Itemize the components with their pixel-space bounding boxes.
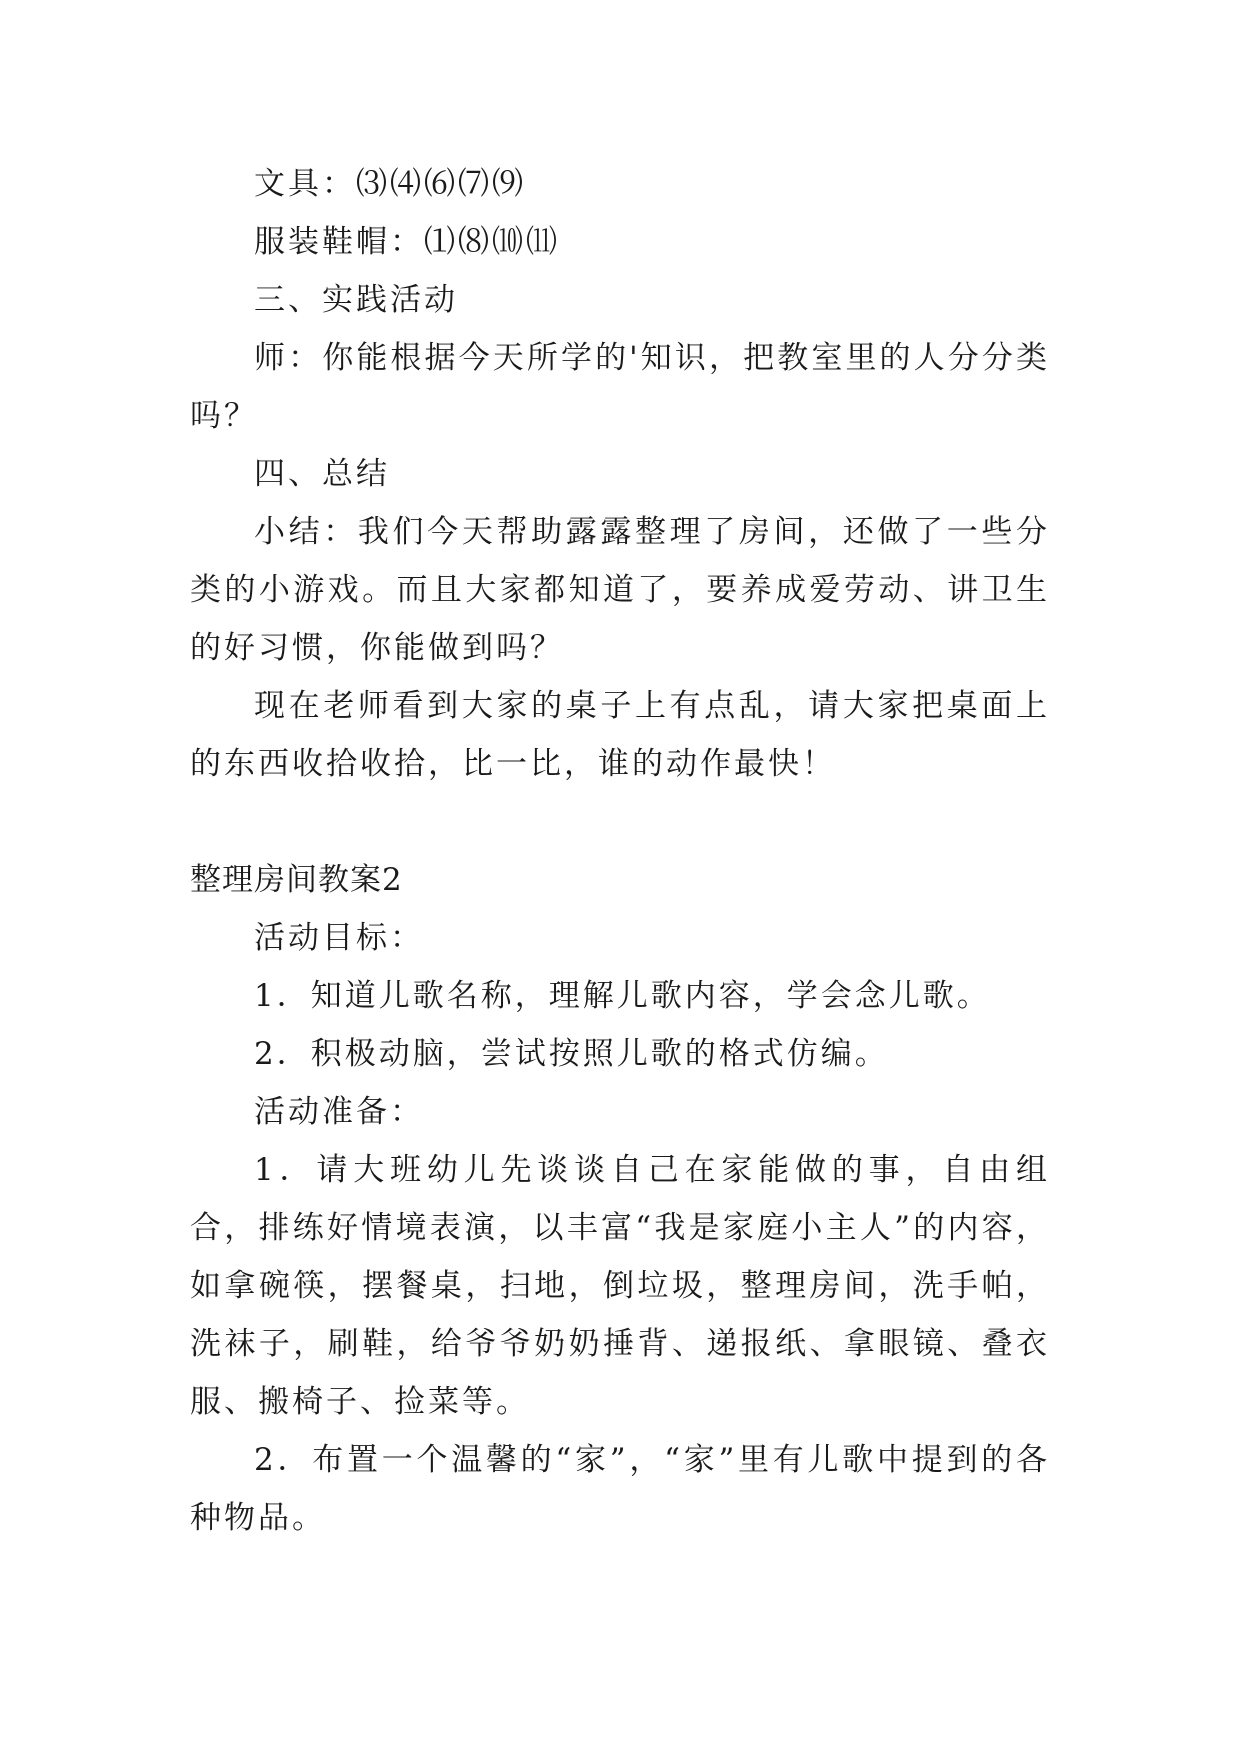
closing-paragraph: 现在老师看到大家的桌子上有点乱，请大家把桌面上的东西收拾收拾，比一比，谁的动作最快！	[190, 688, 1050, 782]
goal-item-1: 1．知道儿歌名称，理解儿歌内容，学会念儿歌。	[254, 978, 991, 1014]
stationery-line: 文具：⑶⑷⑹⑺⑼	[254, 166, 526, 202]
summary-paragraph: 小结：我们今天帮助露露整理了房间，还做了一些分类的小游戏。而且大家都知道了，要养成爱劳动、讲卫生的好习惯，你能做到吗？	[190, 514, 1050, 666]
section-3-title: 三、实践活动	[254, 282, 458, 318]
prep-item-1: 1．请大班幼儿先谈谈自己在家能做的事，自由组合，排练好情境表演，以丰富“我是家庭小主人”的内容，如拿碗筷，摆餐桌，扫地，倒垃圾，整理房间，洗手帕，洗袜子，刷鞋，给爷爷奶奶捶背、递报纸、拿眼镜、叠衣服、搬椅子、捡菜等。	[190, 1152, 1050, 1420]
goals-label: 活动目标：	[254, 920, 424, 956]
section-3-text: 师：你能根据今天所学的'知识，把教室里的人分分类吗？	[190, 340, 1050, 434]
prep-item-2: 2．布置一个温馨的“家”，“家”里有儿歌中提到的各种物品。	[190, 1442, 1050, 1536]
clothing-line: 服装鞋帽：⑴⑻⑽⑾	[254, 224, 560, 260]
prep-label: 活动准备：	[254, 1094, 424, 1130]
goal-item-2: 2．积极动脑，尝试按照儿歌的格式仿编。	[254, 1036, 889, 1072]
section-4-title: 四、总结	[254, 456, 390, 492]
lesson-plan-title: 整理房间教案2	[190, 862, 403, 898]
document-page	[190, 155, 1050, 1547]
section-gap	[190, 793, 1050, 851]
